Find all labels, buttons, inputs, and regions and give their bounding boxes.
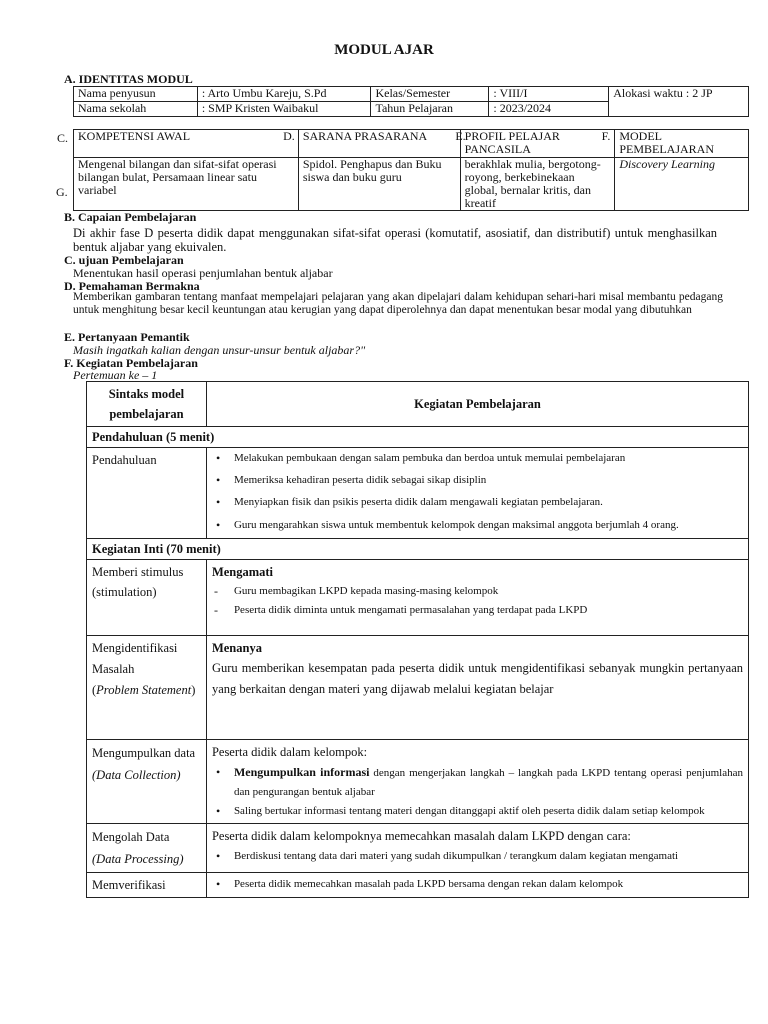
time-allocation: Alokasi waktu : 2 JP (609, 87, 749, 117)
intro-content (206, 448, 748, 539)
section-a-heading: A. IDENTITAS MODUL (64, 72, 193, 86)
class-label: Kelas/Semester (371, 87, 489, 102)
year-value: : 2023/2024 (489, 102, 609, 117)
comp-model-value: Discovery Learning (615, 158, 749, 211)
tag-e: E. (455, 129, 466, 143)
processing-label-en: (Data Processing) (92, 852, 184, 866)
activity-head-syntax: Sintaks model pembelajaran (87, 382, 207, 427)
problem-label-en-wrap: (Problem Statement) (92, 683, 196, 697)
processing-label (87, 824, 207, 873)
list-item (212, 763, 743, 802)
identity-table (73, 86, 749, 117)
comp-initial-value (74, 158, 299, 211)
collection-item-rest: dengan mengerjakan langkah – langkah pada LKPD tentang operasi penjumlahan dan pengurangan bentuk aljabar (233, 767, 743, 798)
activity-table (86, 381, 749, 898)
school-value: : SMP Kristen Waibakul (197, 102, 371, 117)
problem-label-text: Mengidentifikasi Masalah (92, 641, 178, 676)
list-item: • Berdiskusi tentang data dari materi yang sudah dikumpulkan / terangkum dalam kegiatan mengamati (212, 847, 743, 866)
comp-head-facilities (298, 129, 466, 158)
list-item: • Peserta didik memecahkan masalah pada LKPD bersama dengan rekan dalam kelompok (212, 875, 743, 894)
comp-head-profile-text: PROFIL PELAJAR PANCASILA (464, 129, 560, 156)
collection-intro: Peserta didik dalam kelompok: (211, 745, 368, 759)
problem-title: Menanya (211, 641, 262, 655)
problem-text: Guru memberikan kesempatan pada peserta didik untuk mengidentifikasi sebanyak mungkin pertanyaan yang berkaitan dengan materi yang dijawab melalui kegiatan belajar (211, 661, 743, 696)
document-title: MODUL AJAR (334, 42, 434, 58)
stimulation-content (206, 560, 748, 636)
section-c-heading: C. ujuan Pembelajaran (64, 253, 184, 267)
section-b-heading: B. Capaian Pembelajaran (64, 210, 197, 224)
stimulation-label (87, 560, 207, 636)
problem-label (87, 636, 207, 740)
stimulation-title: Mengamati (211, 565, 274, 579)
section-e-text: Masih ingatkah kalian dengan unsur-unsur bentuk aljabar?" (73, 343, 366, 357)
author-label: Nama penyusun (74, 87, 198, 102)
collection-label-en: (Data Collection) (92, 768, 181, 782)
class-value: : VIII/I (489, 87, 609, 102)
comp-head-profile (460, 130, 615, 158)
comp-facilities-text: Spidol. Penghapus dan Buku siswa dan buku guru (302, 157, 442, 184)
comp-head-model: MODEL PEMBELAJARAN (615, 130, 749, 158)
stimulation-label-text: Memberi stimulus (92, 565, 184, 579)
processing-label-text: Mengolah Data (92, 830, 170, 844)
section-b-text: Di akhir fase D peserta didik dapat menggunakan sifat-sifat operasi (komutatif, asosiatif, dan distributif) untuk menghasilkan bentuk aljabar yang ekuivalen. (73, 226, 717, 254)
comp-head-initial (74, 130, 299, 158)
author-value: : Arto Umbu Kareju, S.Pd (197, 87, 371, 102)
collection-label (87, 740, 207, 824)
phase-introduction: Pendahuluan (5 menit) (87, 427, 749, 448)
tag-c: C. (57, 131, 69, 145)
processing-content (206, 824, 748, 873)
collection-content (206, 740, 748, 824)
comp-initial-text: Mengenal bilangan dan sifat-sifat operasi bilangan bulat, Persamaan linear satu variabel (78, 157, 277, 197)
problem-content (206, 636, 748, 740)
comp-head-facilities-text: SARANA PRASARANA (302, 129, 428, 143)
section-d-text: Memberikan gambaran tentang manfaat mempelajari pelajaran yang akan dipelajari dalam kehidupan sehari-hari misal membantu pedagang untuk menghitung besar kecil keuntungan atau kerugian yang dapat diperolehnya dan dapat menentukan besar modal yang dibutuhkan (73, 291, 723, 316)
processing-intro: Peserta didik dalam kelompoknya memecahkan masalah dalam LKPD dengan cara: (211, 829, 631, 843)
list-item: • Memeriksa kehadiran peserta didik sebagai sikap disiplin (212, 471, 743, 490)
tag-f: F. (601, 129, 611, 143)
collection-item-bold: Mengumpulkan informasi (233, 765, 370, 779)
activity-head-learning: Kegiatan Pembelajaran (206, 382, 748, 427)
section-f-text: Pertemuan ke – 1 (73, 368, 158, 382)
list-item: - Peserta didik diminta untuk mengamati permasalahan yang terdapat pada LKPD (212, 601, 743, 620)
list-item: • Saling bertukar informasi tentang materi dengan ditanggapi aktif oleh peserta didik dalam setiap kelompok (212, 802, 743, 821)
problem-label-en: Problem Statement (96, 683, 192, 697)
school-label: Nama sekolah (74, 102, 198, 117)
section-d-heading: D. Pemahaman Bermakna (64, 279, 200, 293)
list-item: • Melakukan pembukaan dengan salam pembuka dan berdoa untuk memulai pembelajaran (212, 449, 743, 468)
competency-table (73, 129, 749, 211)
list-item: • Guru mengarahkan siswa untuk membentuk kelompok dengan maksimal anggota berjumlah 4 orang. (212, 515, 743, 536)
collection-label-text: Mengumpulkan data (92, 746, 196, 760)
section-e-heading: E. Pertanyaan Pemantik (64, 330, 190, 344)
comp-profile-value: berakhlak mulia, bergotong-royong, berkebinekaan global, bernalar kritis, dan kreatif (460, 158, 615, 211)
year-label: Tahun Pelajaran (371, 102, 489, 117)
section-f-heading: F. Kegiatan Pembelajaran (64, 356, 198, 370)
intro-label: Pendahuluan (87, 448, 207, 539)
verification-label: Memverifikasi (87, 873, 207, 898)
tag-g: G. (56, 185, 68, 199)
verification-content (206, 873, 748, 898)
comp-facilities-value (298, 158, 460, 211)
list-item: - Guru membagikan LKPD kepada masing-masing kelompok (212, 582, 743, 601)
comp-head-initial-text: KOMPETENSI AWAL (78, 129, 191, 143)
list-item: • Menyiapkan fisik dan psikis peserta didik dalam mengawali kegiatan pembelajaran. (212, 493, 743, 512)
section-c-text: Menentukan hasil operasi penjumlahan bentuk aljabar (73, 266, 333, 280)
stimulation-label-en: (stimulation) (92, 585, 157, 599)
tag-d: D. (283, 129, 295, 143)
phase-core: Kegiatan Inti (70 menit) (87, 539, 749, 560)
